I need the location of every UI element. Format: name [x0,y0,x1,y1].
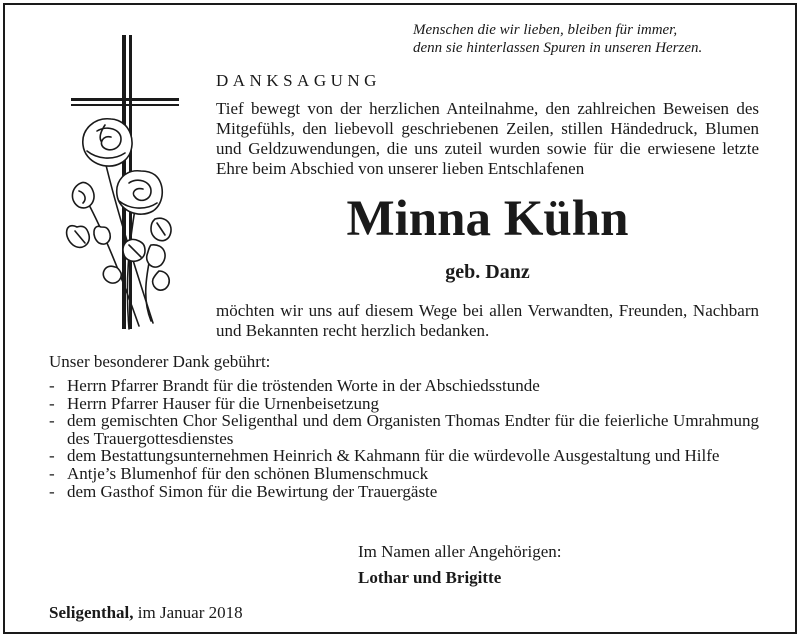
list-item-text: Herrn Pfarrer Hauser für die Urnenbeisetzung [67,393,380,413]
signature-names: Lothar und Brigitte [358,568,502,587]
maiden-name: geb. Danz [445,261,530,283]
motto-line-1: Menschen die wir lieben, bleiben für immer, [413,22,678,38]
list-item-text: dem gemischten Chor Seligenthal und dem Organisten Thomas Endter für die feierliche Umrahmung des Trauergottesdienstes [67,411,759,448]
list-dash: - [49,411,55,431]
motto-line-2: denn sie hinterlassen Spuren in unseren Herzen. [413,40,703,56]
list-item-text: Antje’s Blumenhof für den schönen Blumenschmuck [67,463,429,483]
list-item [49,377,759,395]
list-item-text: dem Bestattungsunternehmen Heinrich & Kahmann für die würdevolle Ausgestaltung und Hilfe [67,446,720,466]
roses-icon [67,119,171,329]
cross-with-roses-icon [55,31,195,341]
special-thanks-list [49,377,759,500]
list-dash: - [49,376,55,395]
special-thanks-intro: Unser besonderer Dank gebührt: [49,352,271,371]
list-item-text: dem Gasthof Simon für die Bewirtung der Trauergäste [67,481,438,501]
list-item [49,465,759,483]
place: Seligenthal, [49,603,134,622]
list-dash: - [49,393,55,413]
list-item-text: Herrn Pfarrer Brandt für die tröstenden Worte in der Abschiedsstunde [67,376,540,395]
signature-intro: Im Namen aller Angehörigen: [358,542,562,561]
date: im Januar 2018 [137,603,243,622]
list-dash: - [49,481,55,501]
deceased-name: Minna Kühn [346,191,629,247]
list-item [49,412,759,447]
list-dash: - [49,446,55,466]
intro-paragraph: Tief bewegt von der herzlichen Anteilnahme, den zahlreichen Beweisen des Mitgefühls, den liebevoll geschriebenen Zeilen, stillen Händedruck, Blumen und Geldzuwendungen, die uns zuteil wurden sowie für die erwiesene letzte Ehre beim Abschied von unserer lieben Entschlafenen [216,99,759,178]
list-item [49,395,759,413]
list-item [49,447,759,465]
list-dash: - [49,463,55,483]
place-date [49,603,243,623]
thanks-paragraph: möchten wir uns auf diesem Wege bei allen Verwandten, Freunden, Nachbarn und Bekannten recht herzlich bedanken. [216,301,759,340]
death-notice [3,3,797,634]
list-item [49,483,759,501]
heading: DANKSAGUNG [216,71,381,90]
motto [413,21,773,57]
